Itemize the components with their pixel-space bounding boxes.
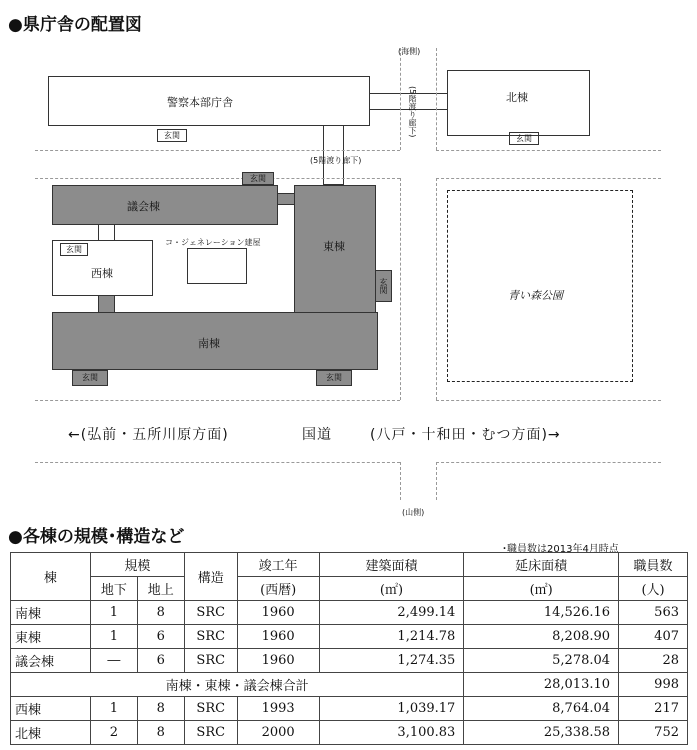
cell-under: 1 [90,697,137,721]
cogeneration-label: コ・ジェネレーション建屋 [165,238,261,247]
road-v-top-right [436,48,437,150]
table-row [11,601,688,625]
east-building [294,185,376,313]
cell-farea: 5,278.04 [464,649,619,673]
road-upper-right [436,150,661,151]
assembly-entrance-label: 玄関 [250,174,266,183]
cell-staff: 28 [619,649,688,673]
cell-barea: 3,100.83 [319,721,464,745]
road-v-bottom-right [436,462,437,500]
header-staff-unit: (人) [619,577,688,601]
north-entrance-label: 玄関 [516,134,532,143]
header-underground: 地下 [90,577,137,601]
north-entrance [509,132,539,145]
road-lower-right [436,400,661,401]
table-row [11,697,688,721]
header-structure: 構造 [184,553,237,601]
assembly-entrance [242,172,274,185]
aoimori-park [447,190,633,382]
subtotal-label: 南棟・東棟・議会棟合計 [11,673,464,697]
cell-name: 北棟 [11,721,91,745]
east-entrance-label: 玄関 [379,278,388,294]
road-bottom-right [436,462,661,463]
cell-under: 1 [90,625,137,649]
section-title-scale: ●各棟の規模･構造など [8,527,185,547]
cell-barea: 1,214.78 [319,625,464,649]
sea-side-label: (海側) [398,47,421,56]
cell-struct: SRC [184,625,237,649]
road-v-mid-right [436,178,437,400]
south-entrance-right [316,370,352,386]
table-row [11,625,688,649]
road-v-mid-left [400,178,401,400]
road-v-top-left [400,48,401,150]
road-upper-left-2 [35,178,400,179]
north-building-label: 北棟 [506,91,528,104]
corridor-5f-vertical-label: (5階渡り廊下) [408,86,417,138]
subtotal-farea: 28,013.10 [464,673,619,697]
subtotal-staff: 998 [619,673,688,697]
cell-barea: 1,039.17 [319,697,464,721]
staff-count-note: ･職員数は2013年4月時点 [502,544,619,555]
cell-barea: 2,499.14 [319,601,464,625]
cell-above: 8 [137,721,184,745]
south-building [52,312,378,370]
road-direction-right: (八戸・十和田・むつ方面)→ [370,427,561,443]
cell-name: 東棟 [11,625,91,649]
header-scale: 規模 [90,553,184,577]
cell-under: 1 [90,601,137,625]
cell-struct: SRC [184,697,237,721]
east-entrance [375,270,392,302]
west-building-label: 西棟 [91,267,113,280]
road-bottom-left [35,462,400,463]
cell-barea: 1,274.35 [319,649,464,673]
cell-struct: SRC [184,649,237,673]
mountain-side-label: (山側) [402,508,425,517]
cell-staff: 563 [619,601,688,625]
cell-year: 1960 [237,601,319,625]
south-entrance-left-label: 玄関 [82,373,98,382]
table-row [11,721,688,745]
west-entrance [60,243,88,256]
south-entrance-left [72,370,108,386]
header-completion: 竣工年 [237,553,319,577]
road-upper-left [35,150,400,151]
cell-farea: 8,764.04 [464,697,619,721]
cell-farea: 14,526.16 [464,601,619,625]
assembly-building-label: 議会棟 [127,200,160,213]
police-hq-label: 警察本部庁舎 [167,96,233,109]
cell-above: 8 [137,601,184,625]
assembly-building [52,185,278,225]
connector-assembly-east [277,193,295,205]
cell-under: 2 [90,721,137,745]
cell-staff: 752 [619,721,688,745]
cell-year: 1960 [237,625,319,649]
header-completion-sub: (西暦) [237,577,319,601]
cell-struct: SRC [184,601,237,625]
building-spec-table [10,552,688,745]
subtotal-row [11,673,688,697]
header-aboveground: 地上 [137,577,184,601]
west-entrance-label: 玄関 [66,245,82,254]
road-direction-left: ←(弘前・五所川原方面) [68,427,229,443]
south-building-label: 南棟 [198,337,220,350]
road-lower-left [35,400,400,401]
cell-struct: SRC [184,721,237,745]
police-hq-building [48,76,370,126]
header-row-1 [11,553,688,577]
east-building-label: 東棟 [323,240,345,253]
cell-name: 南棟 [11,601,91,625]
header-building-area: 建築面積 [319,553,464,577]
park-label: 青い森公園 [508,289,563,302]
cell-year: 1960 [237,649,319,673]
road-upper-right-2 [436,178,661,179]
cell-name: 議会棟 [11,649,91,673]
cell-staff: 407 [619,625,688,649]
cell-staff: 217 [619,697,688,721]
north-building [447,70,590,136]
road-v-bottom-left [400,462,401,500]
road-name: 国道 [302,427,332,443]
connector-west-assembly [98,224,115,241]
police-hq-entrance: 玄関 [157,129,187,142]
cell-year: 2000 [237,721,319,745]
cell-year: 1993 [237,697,319,721]
cell-farea: 25,338.58 [464,721,619,745]
cell-above: 8 [137,697,184,721]
header-staff: 職員数 [619,553,688,577]
corridor-5f-horizontal-label: (5階渡り廊下) [310,156,362,165]
cell-above: 6 [137,649,184,673]
header-floor-area-unit: (㎡) [464,577,619,601]
cogeneration-building [187,248,247,284]
south-entrance-right-label: 玄関 [326,373,342,382]
connector-west-south [98,295,115,313]
cell-above: 6 [137,625,184,649]
header-row-2 [11,577,688,601]
cell-farea: 8,208.90 [464,625,619,649]
cell-under: ― [90,649,137,673]
header-floor-area: 延床面積 [464,553,619,577]
cell-name: 西棟 [11,697,91,721]
table-row [11,649,688,673]
header-building: 棟 [11,553,91,601]
header-building-area-unit: (㎡) [319,577,464,601]
section-title-layout: ●県庁舎の配置図 [8,15,142,35]
